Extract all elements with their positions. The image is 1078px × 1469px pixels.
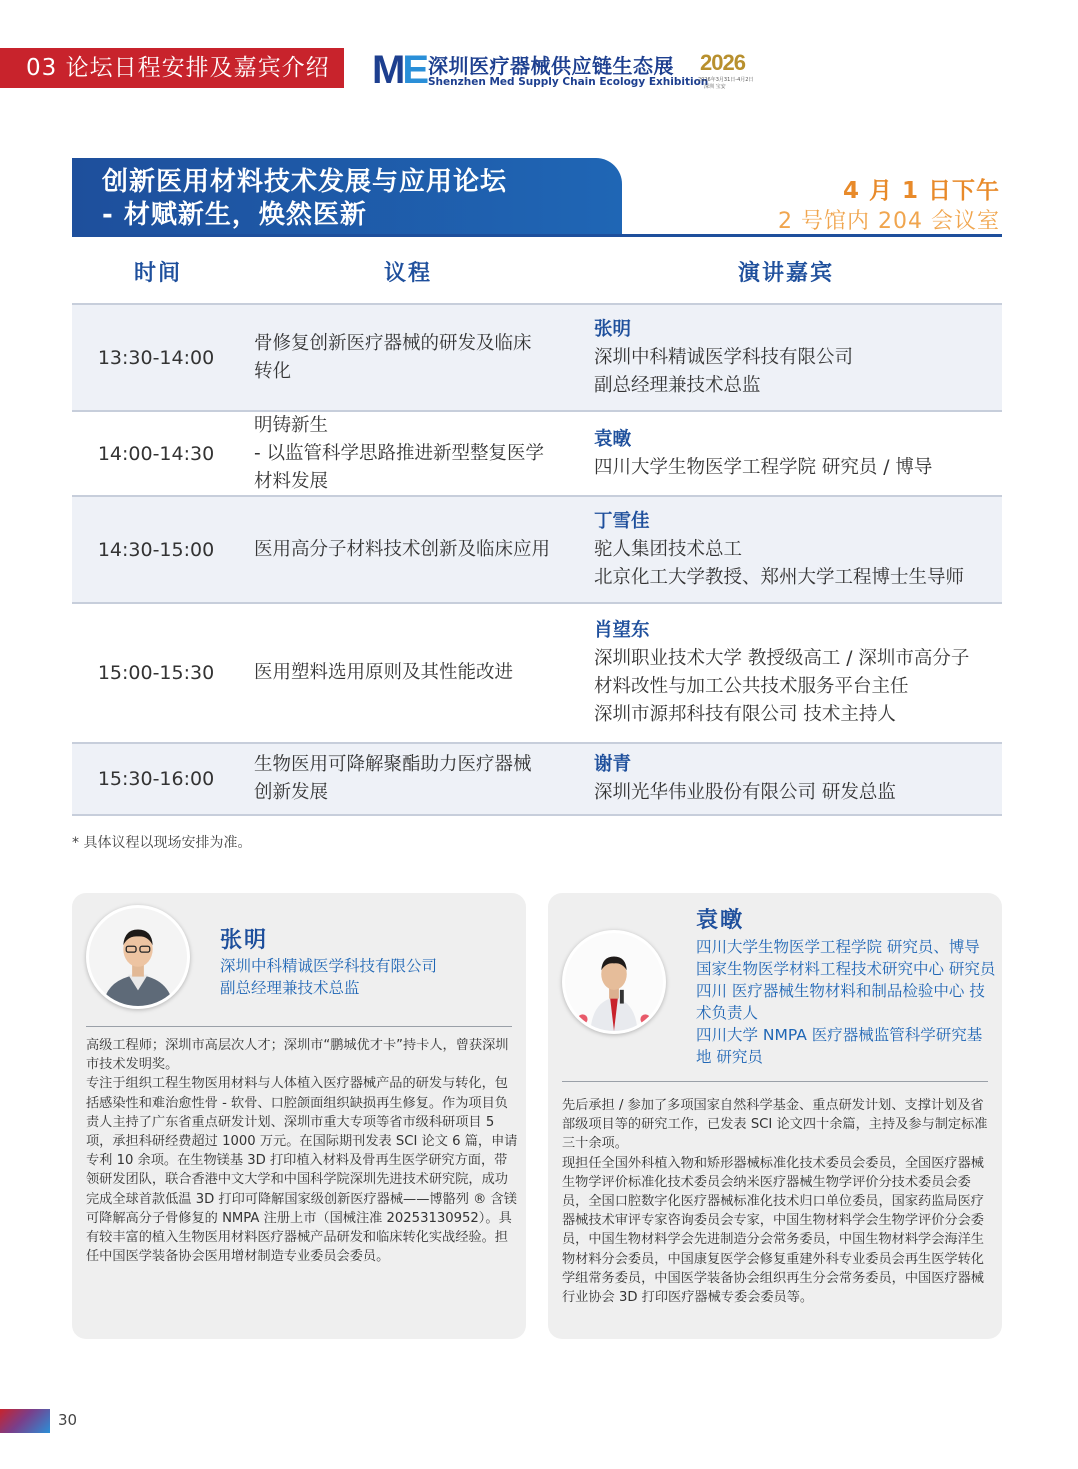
session-time: 15:30-16:00 xyxy=(97,768,215,790)
avatar xyxy=(562,930,666,1034)
page-number: 30 xyxy=(58,1411,78,1429)
speaker-name: 丁雪佳 xyxy=(594,510,650,532)
section-tag: 03 论坛日程安排及嘉宾介绍 xyxy=(0,48,344,88)
column-header-speaker: 演讲嘉宾 xyxy=(738,261,835,286)
table-row xyxy=(72,497,1002,604)
session-speaker: 张明 深圳中科精诚医学科技有限公司 副总经理兼技术总监 xyxy=(594,316,999,400)
logo-place: 深圳 宝安 xyxy=(704,84,726,90)
session-time: 14:00-14:30 xyxy=(97,442,215,465)
speaker-profile-card xyxy=(548,893,1002,1339)
profile-divider xyxy=(86,1026,512,1027)
table-row xyxy=(72,604,1002,744)
session-speaker: 肖望东 深圳职业技术大学 教授级高工 / 深圳市高分子 材料改性与加工公共技术服务平台主任 深圳市源邦科技有限公司 技术主持人 xyxy=(594,617,999,729)
speaker-profile-card xyxy=(72,893,526,1339)
session-speaker: 丁雪佳 驼人集团技术总工 北京化工大学教授、郑州大学工程博士生导师 xyxy=(594,508,999,592)
profile-titles: 四川大学生物医学工程学院 研究员、博导 国家生物医学材料工程技术研究中心 研究员 四川 医疗器械生物材料和制品检验中心 技术负责人 四川大学 NMPA 医疗器械监管科学研究基地 研究员 xyxy=(696,938,996,1066)
logo-date: 2026年3月31日-4月2日 xyxy=(698,77,754,83)
speaker-name: 谢青 xyxy=(594,754,632,775)
forum-room: 2 号馆内 204 会议室 xyxy=(778,209,1000,234)
session-topic: 医用高分子材料技术创新及临床应用 xyxy=(254,538,551,560)
exhibition-logo xyxy=(372,48,752,92)
forum-title-line2: - 材赋新生，焕然医新 xyxy=(102,200,367,230)
logo-chinese-name: 深圳医疗器械供应链生态展 xyxy=(428,54,674,78)
speaker-photo xyxy=(565,933,663,1031)
profile-name: 袁暾 xyxy=(696,908,745,933)
forum-title-line1: 创新医用材料技术发展与应用论坛 xyxy=(102,167,508,197)
forum-date: 4 月 1 日下午 xyxy=(842,178,1000,204)
column-header-time: 时间 xyxy=(134,261,183,286)
table-row xyxy=(72,412,1002,497)
logo-english-name: Shenzhen Med Supply Chain Ecology Exhibition xyxy=(428,76,709,88)
footer-color-bar xyxy=(0,1409,50,1433)
logo-year: 2026 xyxy=(700,50,745,75)
profile-name: 张明 xyxy=(220,928,269,953)
speaker-name: 肖望东 xyxy=(594,620,650,641)
profile-bio: 先后承担 / 参加了多项国家自然科学基金、重点研发计划、支撑计划及省部级项目等的研究工作，已发表 SCI 论文四十余篇，主持及参与制定标准三十余项。 现担任全国外科植入物和矫形器械标准化技术委员会委员，全国医疗器械生物学评价标准化技术委员会纳米医疗器械生物学评价分技术委员会委员，全国口腔数字化医疗器械标准化技术归口单位委员，国家药监局医疗器械技术审评专家咨询委员会专家，中国生物材料学会生物学评价分会委员，中国生物材料学会先进制造分会常务委员，中国生物材料学会海洋生物材料分会委员，中国康复医学会修复重建外科专业委员会再生医学转化学组常务委员，中国医学装备协会组织再生分会常务委员，中国医疗器械行业协会 3D 打印医疗器械专委会委员等。 xyxy=(562,1098,988,1306)
session-speaker: 谢青 深圳光华伟业股份有限公司 研发总监 xyxy=(594,751,999,807)
speaker-name: 袁暾 xyxy=(594,428,632,450)
session-time: 15:00-15:30 xyxy=(97,662,215,684)
avatar xyxy=(86,905,190,1009)
profile-bio: 高级工程师；深圳市高层次人才；深圳市“鹏城优才卡”持卡人，曾获深圳市技术发明奖。 专注于组织工程生物医用材料与人体植入医疗器械产品的研发与转化，包括感染性和难治愈性骨 - 软骨、口腔颌面组织缺损再生修复。作为项目负责人主持了广东省重点研发计划、深圳市重大专项等省市级科研项目 5 项，承担科研经费超过 1000 万元。在国际期刊发表 SCI 论文 6 篇，申请专利 10 余项。在生物镁基 3D 打印植入材料及骨再生医学研究方面，带领研发团队，联合香港中文大学和中国科学院深圳先进技术研究院，成功完成全球首款低温 3D 打印可降解国家级创新医疗器械——博骼列 ® 含镁可降解高分子骨修复的 NMPA 注册上市（国械注准 20253130952）。具有较丰富的植入生物医用材料医疗器械产品研发和临床转化实战经验。担任中国医学装备协会医用增材制造专业委员会委员。 xyxy=(86,1038,518,1265)
session-time: 13:30-14:00 xyxy=(97,346,215,369)
session-time: 14:30-15:00 xyxy=(97,538,215,561)
session-topic: 骨修复创新医疗器械的研发及临床 转化 xyxy=(254,332,532,382)
table-row xyxy=(72,744,1002,816)
speaker-name: 张明 xyxy=(594,318,632,340)
session-topic: 医用塑料选用原则及其性能改进 xyxy=(254,662,514,683)
forum-title-banner xyxy=(72,158,622,236)
profile-divider xyxy=(562,1081,988,1082)
session-topic: 明铸新生 - 以监管科学思路推进新型整复医学 材料发展 xyxy=(254,414,545,492)
speaker-photo xyxy=(89,908,187,1006)
logo-mark: ME xyxy=(372,48,427,92)
column-header-topic: 议程 xyxy=(384,261,433,286)
profile-titles: 深圳中科精诚医学科技有限公司 副总经理兼技术总监 xyxy=(220,957,438,997)
session-topic: 生物医用可降解聚酯助力医疗器械 创新发展 xyxy=(254,754,532,803)
schedule-note: * 具体议程以现场安排为准。 xyxy=(72,835,252,851)
session-speaker: 袁暾 四川大学生物医学工程学院 研究员 / 博导 xyxy=(594,426,999,482)
table-row xyxy=(72,305,1002,412)
